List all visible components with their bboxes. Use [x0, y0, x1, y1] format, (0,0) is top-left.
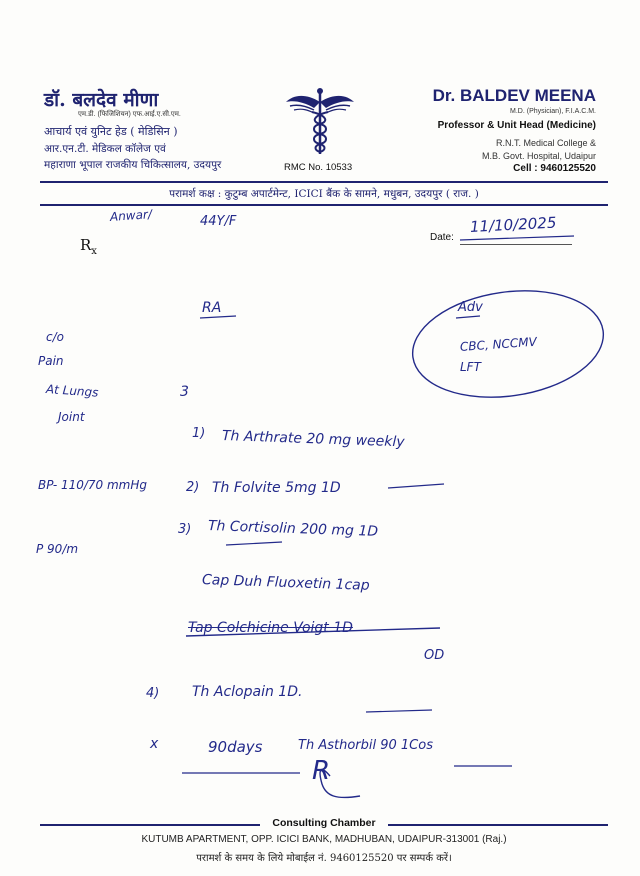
chamber-address-hindi: परामर्श कक्ष : कुटुम्ब अपार्टमेन्ट, ICICI बैंक के सामने, मधुबन, उदयपुर ( राज. ) [169, 188, 479, 200]
rx2-dash [388, 484, 444, 488]
diagnosis-ra: RA [202, 300, 222, 316]
vitals-pulse: P 90/m [36, 542, 79, 556]
footer-title: Consulting Chamber [272, 817, 376, 829]
doctor-title-english: Professor & Unit Head (Medicine) [437, 120, 596, 131]
complaint-pain: Pain [38, 354, 64, 368]
rx6-dash [366, 710, 432, 712]
rx2-mark: 2) [186, 480, 200, 495]
doctor-degrees-english: M.D. (Physician), F.I.A.C.M. [510, 108, 596, 115]
doctor-name-hindi: डॉ. बलदेव मीणा [44, 89, 159, 111]
vitals-bp: BP- 110/70 mmHg [38, 478, 148, 492]
doctor-title-hindi: आचार्य एवं युनिट हेड ( मेडिसिन ) [44, 125, 178, 138]
rx1-medication: Th Arthrate 20 mg weekly [221, 428, 405, 451]
rx3-medication: Th Cortisolin 200 mg 1D [207, 518, 379, 540]
rx3-underline [226, 542, 282, 545]
hospital-english: M.B. Govt. Hospital, Udaipur [481, 151, 596, 161]
rx4-medication: Cap Duh Fluoxetin 1cap [201, 572, 370, 594]
doctor-signature: R [312, 756, 331, 786]
patient-age-sex: 44Y/F [200, 214, 237, 229]
advice-lft: LFT [460, 360, 481, 374]
complaint-joint: Joint [58, 410, 85, 424]
rx6-mark: 4) [146, 686, 160, 701]
prescription-date: 11/10/2025 [469, 213, 557, 236]
rx1-mark: 1) [192, 426, 206, 441]
rx6-medication: Th Aclopain 1D. [192, 684, 303, 700]
doctor-degrees-hindi: एम.डी. (फिजिशियन) एफ.आई.ए.सी.एम. [78, 111, 181, 118]
cell-number: Cell : 9460125520 [513, 163, 596, 174]
footer-address: KUTUMB APARTMENT, OPP. ICICI BANK, MADHUBAN, UDAIPUR-313001 (Raj.) [141, 834, 507, 845]
doctor-name-english: Dr. BALDEV MEENA [432, 86, 596, 105]
college-hindi: आर.एन.टी. मेडिकल कॉलेज एवं [44, 143, 166, 155]
rx3-mark: 3) [178, 522, 192, 537]
footer-contact-hindi: परामर्श के समय के लिये मोबाईल नं. 9460125520 पर सम्पर्क करें। [196, 853, 452, 864]
rx-subscript: x [91, 246, 97, 257]
rx7-duration: 90days [208, 738, 263, 756]
rx5-note: OD [424, 648, 445, 663]
advice-label: Adv [458, 300, 483, 315]
patient-name: Anwar/ [109, 207, 153, 224]
complaint-multiple: At Lungs [45, 382, 99, 400]
date-ink-underline [460, 236, 574, 240]
adv-underline [456, 316, 480, 318]
rmc-number: RMC No. 10533 [284, 162, 353, 173]
advice-tests: CBC, NCCMV [459, 334, 538, 354]
rx7-medication: Th Asthorbil 90 1Cos [298, 738, 433, 753]
rx5-medication-struck: Tap Colchicine Voigt 1D [188, 620, 353, 636]
rx-letter: R [80, 236, 92, 254]
complaint-duration: 3 [180, 384, 189, 400]
hospital-hindi: महाराणा भूपाल राजकीय चिकित्सालय, उदयपुर [44, 159, 222, 171]
date-label: Date: [430, 232, 454, 243]
ra-underline [200, 316, 236, 318]
rx7-mark: x [150, 736, 159, 752]
college-english: R.N.T. Medical College & [495, 138, 596, 148]
rx2-medication: Th Folvite 5mg 1D [212, 480, 341, 496]
complaint-label: c/o [46, 330, 64, 344]
